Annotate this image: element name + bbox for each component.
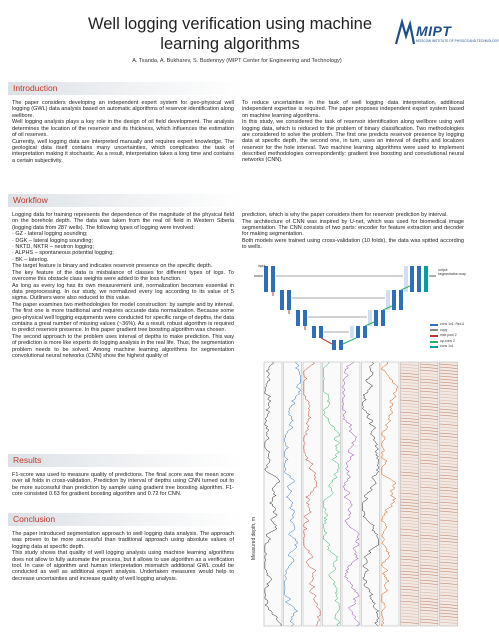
logo-name: MIPT xyxy=(416,23,452,39)
depth-axis-label: Measured depth, m xyxy=(251,516,257,560)
intro-para: In this study, we considered the task of reservoir identification along wellbore using well logging data, which is reduced to the problem of binary classification. Two methodologies are considered to solve the problem. The first one predicts reservoir presence by logging data at specific depth, the second one, in turn, uses an interval of depths and localizes reservoir for the hole interval. Two machine learning algorithms were used to implement described methodologies correspondently: gradient tree boosting and convolutional neural networks (CNN). xyxy=(242,119,464,164)
log-track xyxy=(342,362,360,626)
legend-label: copy xyxy=(440,327,448,332)
authors: A. Tsanda, A. Bukharev, S. Budennyy (MIPT Center for Engineering and Technology) xyxy=(132,58,342,64)
mipt-logo-icon xyxy=(394,18,416,48)
cnn-output-label: output segmentation map xyxy=(438,268,466,276)
log-track xyxy=(323,362,341,626)
conclusion-para: This study shows that quality of well logging analysis using machine learning algorithms does not allow to fully automate the process, but it allows to use algorithm as a verification tool. In case of algorithm and human interpretation mismatch additional GWL could be conducted as well as additional expert analysis. Undertaken measures would help to decrease uncertainties and increase quality of well logging analysis. xyxy=(12,550,234,582)
workflow-para: The paper examines two methodologies for model construction: by sample and by interval. The first one is more traditional and requires accurate data normalization. Because some geo-physical well logging equipments were conducted for specific range of depths, the data contains a great number of missing values (~36%). As a result, robust algorithm is required to predict reservoir presence. In this paper gradient tree boosting algorithm was chosen. xyxy=(12,302,234,334)
log-type-item: · DGK – lateral logging sounding; xyxy=(12,237,94,244)
log-type-item: · BK – laterlog. xyxy=(12,256,49,263)
legend-swatch xyxy=(430,335,438,337)
workflow-right-para: prediction, which is why the paper considers them for reservoir prediction by interval. xyxy=(242,212,448,218)
log-type-item: · GZ - lateral logging sounding; xyxy=(12,231,88,238)
legend-label: conv 1x1, ReLU xyxy=(440,322,465,326)
conclusion-para: The paper introduced segmentation approach to well logging data analysis. The approach was proven to be more successful than traditional approach using absolute values of logging data at specific depth. xyxy=(12,531,234,550)
intro-para: The paper considers developing an independent expert system for geo-physical well logging (GWL) data analysis based on automatic algorithms of reservoir identification along wellbore. xyxy=(12,100,234,119)
legend-label: max pool 2 xyxy=(440,333,457,338)
cnn-input-label: input xyxy=(258,264,266,268)
log-type-item: · ALPHS – spontaneous potential logging; xyxy=(12,250,114,257)
conclusion-text xyxy=(12,531,234,582)
conclusion-heading: Conclusion xyxy=(8,513,243,526)
workflow-left-text xyxy=(12,212,234,360)
workflow-intro: Logging data for training represents the dependence of the magnitude of the physical field on the borehole depth. The data was taken from the real oil field in Western Siberia (logging data from 287 wells). The following types of logging were involved: xyxy=(12,212,234,231)
intro-para: Currently, well logging data are interpreted manually and requires expert knowledge. The geological data itself contains many uncertainties, which complicates the task of interpretation making it stochastic. As a result, interpretation takes a long time and contains a certain subjectivity. xyxy=(12,138,234,164)
cnn-legend xyxy=(430,322,464,350)
cnn-architecture-figure xyxy=(252,262,466,356)
legend-swatch xyxy=(430,341,438,343)
legend-item xyxy=(430,344,464,350)
introduction-right-text xyxy=(242,100,464,164)
workflow-para: The second approach to the problem uses interval of depths to make prediction. This way of prediction is more like experts do logging analysis in the real life. Thus, the segmentation problem needs to be solved. Among machine learning algorithms for segmentation convolutional neural networks (CNN) show the highest quality of xyxy=(12,334,234,360)
legend-label: conv 1x1 xyxy=(440,344,454,349)
introduction-heading: Introduction xyxy=(8,82,243,95)
workflow-right-text xyxy=(242,212,464,251)
legend-swatch xyxy=(430,324,438,326)
results-text: F1-score was used to measure quality of predictions. The final score was the mean score over all folds in cross-validation. Prediction by interval of depths using CNN turned out to be more successful than prediction by sample using gradient tree boosting algorithm. F1-core consisted 0.63 for gradient boosting algorithm and 0.72 for CNN. xyxy=(12,472,234,497)
logo-subtitle: MOSCOW INSTITUTE OF PHYSICS AND TECHNOLOGY xyxy=(416,39,499,43)
log-type-item: · NKTD, NKTR – neutron logging; xyxy=(12,243,94,250)
intro-para: To reduce uncertainties in the task of well logging data interpretation, additional independent expertise is required. The paper proposes independent expert system based on machine learning algorithms. xyxy=(242,100,464,119)
intro-para: Well logging analysis plays a key role in the design of oil field development. The analysis determines the location of the reservoir and its thickness, which influences the estimation of oil reserves. xyxy=(12,119,234,138)
log-track xyxy=(362,362,380,626)
mipt-logo xyxy=(394,18,499,48)
workflow-para: The key feature of the data is misbalance of classes for different types of logs. To overcome this obstacle class weights were added to the loss function. xyxy=(12,269,234,282)
poster-title: Well logging verification using machine learning algorithms xyxy=(87,15,372,53)
well-logs-figure xyxy=(250,360,464,630)
well-log-tracks xyxy=(250,360,464,630)
introduction-left-text xyxy=(12,100,234,164)
workflow-para: The target feature is binary and indicates reservoir presence on the specific depth. xyxy=(12,262,213,269)
legend-swatch xyxy=(430,346,438,348)
legend-swatch xyxy=(430,329,438,331)
log-track xyxy=(303,362,321,626)
legend-label: up-conv 2 xyxy=(440,338,455,343)
workflow-para: As long as every log has its own measurement unit, normalization becomes essential in data preprocessing. In our study, we normalized every log according to its value of 5 sigma. Outliners were also reduced to this value. xyxy=(12,282,234,302)
workflow-right-para: Both models were trained using cross-validation (10 folds), the data was spitted according to wells. xyxy=(242,238,464,251)
results-heading: Results xyxy=(8,454,243,467)
workflow-right-para: The architecture of CNN was inspired by U-net, which was used for biomedical image segmentation. The CNN consists of two parts: encoder for feature extraction and decoder for making segmentation. xyxy=(242,218,464,238)
workflow-heading: Workflow xyxy=(8,194,243,207)
